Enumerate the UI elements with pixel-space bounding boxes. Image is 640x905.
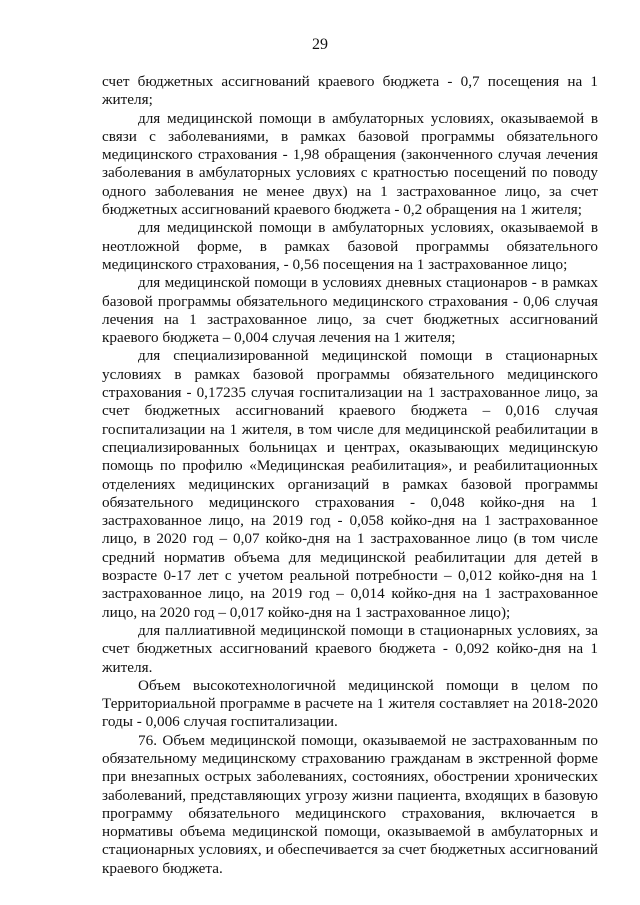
document-body [102, 73, 598, 878]
paragraph: счет бюджетных ассигнований краевого бюджета - 0,7 посещения на 1 жителя; [102, 73, 598, 109]
paragraph: Объем высокотехнологичной медицинской помощи в целом по Территориальной программе в расчете на 1 жителя составляет на 2018-2020 годы - 0,006 случая госпитализации. [102, 676, 598, 731]
paragraph: для медицинской помощи в условиях дневных стационаров - в рамках базовой программы обязательного медицинского страхования - 0,06 случая лечения на 1 застрахованное лицо, за счет бюджетных ассигнований краевого бюджета – 0,004 случая лечения на 1 жителя; [102, 274, 598, 347]
paragraph: 76. Объем медицинской помощи, оказываемой не застрахованным по обязательному медицинскому страхованию гражданам в экстренной форме при внезапных острых заболеваниях, состояниях, обострении хронических заболеваний, представляющих угрозу жизни пациента, входящих в базовую программу обязательного медицинского страхования, включается в нормативы объема медицинской помощи, оказываемой в амбулаторных и стационарных условиях, и обеспечивается за счет бюджетных ассигнований краевого бюджета. [102, 731, 598, 877]
page-number: 29 [312, 36, 328, 53]
paragraph: для медицинской помощи в амбулаторных условиях, оказываемой в связи с заболеваниями, в рамках базовой программы обязательного медицинского страхования - 1,98 обращения (законченного случая лечения заболевания в амбулаторных условиях с кратностью посещений по поводу одного заболевания не менее двух) на 1 застрахованное лицо, за счет бюджетных ассигнований краевого бюджета - 0,2 обращения на 1 жителя; [102, 109, 598, 219]
paragraph: для паллиативной медицинской помощи в стационарных условиях, за счет бюджетных ассигнований краевого бюджета - 0,092 койко-дня на 1 жителя. [102, 621, 598, 676]
paragraph: для медицинской помощи в амбулаторных условиях, оказываемой в неотложной форме, в рамках базовой программы обязательного медицинского страхования, - 0,56 посещения на 1 застрахованное лицо; [102, 219, 598, 273]
paragraph: для специализированной медицинской помощи в стационарных условиях в рамках базовой программы обязательного медицинского страхования - 0,17235 случая госпитализации на 1 застрахованное лицо, за счет бюджетных ассигнований краевого бюджета – 0,016 случая госпитализации на 1 жителя, в том числе для медицинской реабилитации в специализированных больницах и центрах, оказывающих медицинскую помощь по профилю «Медицинская реабилитация», и реабилитационных отделениях медицинских организаций в рамках базовой программы обязательного медицинского страхования - 0,048 койко-дня на 1 застрахованное лицо, на 2019 год - 0,058 койко-дня на 1 застрахованное лицо, в 2020 год – 0,07 койко-дня на 1 застрахованное лицо (в том числе средний норматив объема для медицинской реабилитации для детей в возрасте 0-17 лет с учетом реальной потребности – 0,012 койко-дня на 1 застрахованное лицо, на 2019 год – 0,014 койко-дня на 1 застрахованное лицо, на 2020 год – 0,017 койко-дня на 1 застрахованное лицо); [102, 347, 598, 621]
